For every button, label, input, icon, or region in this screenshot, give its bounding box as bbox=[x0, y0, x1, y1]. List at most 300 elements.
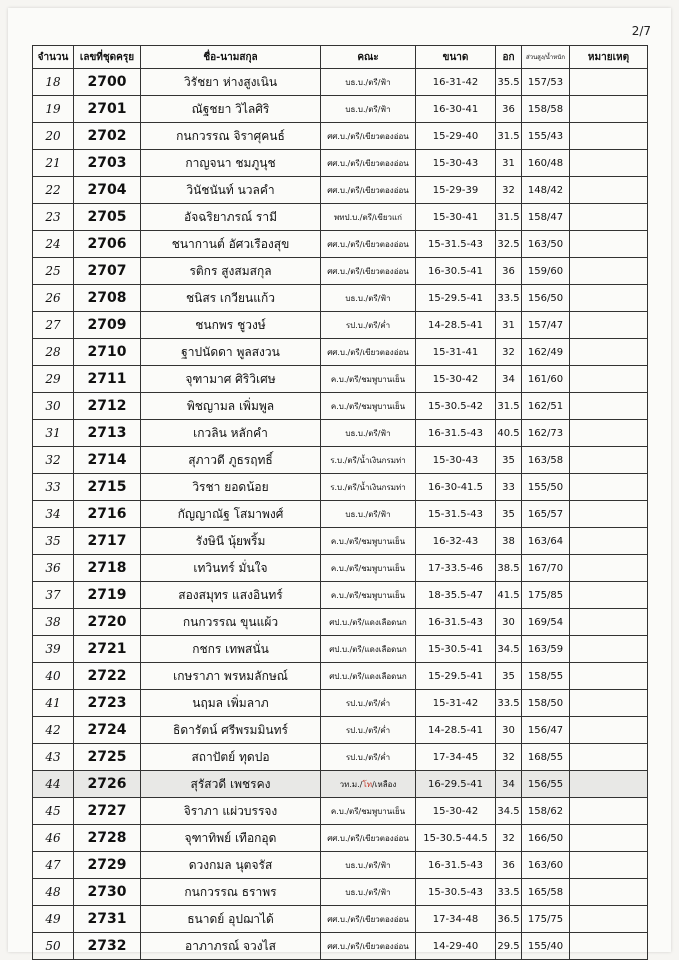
cell-code: 2731 bbox=[74, 906, 141, 933]
table-row bbox=[33, 825, 648, 852]
cell-code: 2722 bbox=[74, 663, 141, 690]
cell-faculty: ศศ.บ./ตรี/เขียวตองอ่อน bbox=[321, 258, 416, 285]
cell-seq: 48 bbox=[33, 879, 74, 906]
cell-size: 15-31.5-43 bbox=[416, 231, 496, 258]
cell-code: 2703 bbox=[74, 150, 141, 177]
cell-chest: 33.5 bbox=[496, 879, 522, 906]
header-name: ชื่อ-นามสกุล bbox=[141, 46, 321, 69]
cell-code: 2708 bbox=[74, 285, 141, 312]
cell-height-weight: 155/40 bbox=[522, 933, 570, 960]
cell-seq: 26 bbox=[33, 285, 74, 312]
cell-name: กนกวรรณ จิราศุคนธ์ bbox=[141, 123, 321, 150]
cell-seq: 18 bbox=[33, 69, 74, 96]
cell-remark bbox=[570, 204, 648, 231]
cell-name: อาภาภรณ์ จวงไส bbox=[141, 933, 321, 960]
cell-seq: 47 bbox=[33, 852, 74, 879]
cell-code: 2707 bbox=[74, 258, 141, 285]
table-row bbox=[33, 528, 648, 555]
cell-code: 2723 bbox=[74, 690, 141, 717]
cell-size: 15-29.5-41 bbox=[416, 285, 496, 312]
cell-size: 14-28.5-41 bbox=[416, 717, 496, 744]
table-row bbox=[33, 231, 648, 258]
cell-chest: 32 bbox=[496, 825, 522, 852]
cell-seq: 38 bbox=[33, 609, 74, 636]
cell-name: รติกร สูงสมสกุล bbox=[141, 258, 321, 285]
cell-seq: 20 bbox=[33, 123, 74, 150]
cell-size: 16-29.5-41 bbox=[416, 771, 496, 798]
table-row bbox=[33, 177, 648, 204]
cell-remark bbox=[570, 771, 648, 798]
header-size: ขนาด bbox=[416, 46, 496, 69]
cell-remark bbox=[570, 312, 648, 339]
cell-remark bbox=[570, 96, 648, 123]
cell-name: เกวลิน หลักคำ bbox=[141, 420, 321, 447]
cell-code: 2715 bbox=[74, 474, 141, 501]
cell-seq: 33 bbox=[33, 474, 74, 501]
cell-height-weight: 156/50 bbox=[522, 285, 570, 312]
cell-size: 17-33.5-46 bbox=[416, 555, 496, 582]
cell-chest: 30 bbox=[496, 609, 522, 636]
cell-remark bbox=[570, 285, 648, 312]
cell-faculty bbox=[321, 771, 416, 798]
table-row bbox=[33, 771, 648, 798]
cell-name: สุภาวดี ภูธรฤทธิ์ bbox=[141, 447, 321, 474]
cell-chest: 33.5 bbox=[496, 285, 522, 312]
cell-height-weight: 148/42 bbox=[522, 177, 570, 204]
cell-height-weight: 158/55 bbox=[522, 663, 570, 690]
cell-chest: 36 bbox=[496, 258, 522, 285]
cell-height-weight: 157/47 bbox=[522, 312, 570, 339]
cell-size: 15-30-43 bbox=[416, 447, 496, 474]
cell-faculty: ศศ.บ./ตรี/เขียวตองอ่อน bbox=[321, 906, 416, 933]
cell-faculty: รป.บ./ตรี/ค่ำ bbox=[321, 717, 416, 744]
table-row bbox=[33, 555, 648, 582]
cell-height-weight: 175/85 bbox=[522, 582, 570, 609]
cell-size: 15-29-39 bbox=[416, 177, 496, 204]
cell-faculty: รป.บ./ตรี/ค่ำ bbox=[321, 312, 416, 339]
cell-faculty: บธ.บ./ตรี/ฟ้า bbox=[321, 879, 416, 906]
cell-remark bbox=[570, 420, 648, 447]
gown-roster-table bbox=[32, 45, 648, 960]
cell-size: 16-31-42 bbox=[416, 69, 496, 96]
cell-faculty: ศศ.บ./ตรี/เขียวตองอ่อน bbox=[321, 177, 416, 204]
cell-seq: 36 bbox=[33, 555, 74, 582]
cell-remark bbox=[570, 744, 648, 771]
cell-seq: 35 bbox=[33, 528, 74, 555]
cell-code: 2730 bbox=[74, 879, 141, 906]
cell-size: 16-31.5-43 bbox=[416, 420, 496, 447]
cell-seq: 32 bbox=[33, 447, 74, 474]
cell-seq: 27 bbox=[33, 312, 74, 339]
faculty-level: โท bbox=[362, 779, 373, 789]
cell-chest: 35 bbox=[496, 501, 522, 528]
cell-faculty: บธ.บ./ตรี/ฟ้า bbox=[321, 852, 416, 879]
cell-faculty: ค.บ./ตรี/ชมพูบานเย็น bbox=[321, 582, 416, 609]
cell-height-weight: 156/55 bbox=[522, 771, 570, 798]
cell-size: 16-32-43 bbox=[416, 528, 496, 555]
cell-size: 16-30-41 bbox=[416, 96, 496, 123]
cell-height-weight: 158/58 bbox=[522, 96, 570, 123]
cell-code: 2720 bbox=[74, 609, 141, 636]
header-code: เลขที่ชุดครุย bbox=[74, 46, 141, 69]
cell-height-weight: 159/60 bbox=[522, 258, 570, 285]
table-row bbox=[33, 798, 648, 825]
cell-size: 17-34-45 bbox=[416, 744, 496, 771]
cell-faculty: ร.บ./ตรี/น้ำเงินกรมท่า bbox=[321, 474, 416, 501]
cell-faculty: ศศ.บ./ตรี/เขียวตองอ่อน bbox=[321, 339, 416, 366]
cell-name: วิรชา ยอดน้อย bbox=[141, 474, 321, 501]
cell-remark bbox=[570, 852, 648, 879]
cell-chest: 33.5 bbox=[496, 690, 522, 717]
table-row bbox=[33, 285, 648, 312]
cell-remark bbox=[570, 798, 648, 825]
cell-size: 15-30.5-43 bbox=[416, 879, 496, 906]
cell-name: ชนกพร ชูวงษ์ bbox=[141, 312, 321, 339]
table-row bbox=[33, 204, 648, 231]
cell-faculty: ศศ.บ./ตรี/เขียวตองอ่อน bbox=[321, 150, 416, 177]
cell-name: เทวินทร์ มั่นใจ bbox=[141, 555, 321, 582]
cell-faculty: บธ.บ./ตรี/ฟ้า bbox=[321, 96, 416, 123]
table-row bbox=[33, 906, 648, 933]
cell-code: 2711 bbox=[74, 366, 141, 393]
cell-name: เกษราภา พรหมลักษณ์ bbox=[141, 663, 321, 690]
cell-height-weight: 156/47 bbox=[522, 717, 570, 744]
cell-height-weight: 162/51 bbox=[522, 393, 570, 420]
cell-name: สุรัสวดี เพชรคง bbox=[141, 771, 321, 798]
cell-seq: 22 bbox=[33, 177, 74, 204]
table-row bbox=[33, 474, 648, 501]
cell-remark bbox=[570, 582, 648, 609]
cell-height-weight: 168/55 bbox=[522, 744, 570, 771]
cell-code: 2726 bbox=[74, 771, 141, 798]
cell-name: สองสมุทร แสงอินทร์ bbox=[141, 582, 321, 609]
cell-remark bbox=[570, 366, 648, 393]
cell-name: อัจฉริยาภรณ์ รามี bbox=[141, 204, 321, 231]
cell-seq: 21 bbox=[33, 150, 74, 177]
cell-code: 2719 bbox=[74, 582, 141, 609]
header-chest: อก bbox=[496, 46, 522, 69]
cell-chest: 36 bbox=[496, 852, 522, 879]
cell-seq: 40 bbox=[33, 663, 74, 690]
table-row bbox=[33, 852, 648, 879]
cell-seq: 41 bbox=[33, 690, 74, 717]
table-row bbox=[33, 69, 648, 96]
cell-faculty: ค.บ./ตรี/ชมพูบานเย็น bbox=[321, 393, 416, 420]
cell-chest: 32 bbox=[496, 177, 522, 204]
table-row bbox=[33, 393, 648, 420]
cell-faculty: บธ.บ./ตรี/ฟ้า bbox=[321, 69, 416, 96]
cell-chest: 38.5 bbox=[496, 555, 522, 582]
cell-chest: 38 bbox=[496, 528, 522, 555]
cell-remark bbox=[570, 528, 648, 555]
cell-code: 2727 bbox=[74, 798, 141, 825]
cell-remark bbox=[570, 258, 648, 285]
cell-height-weight: 165/57 bbox=[522, 501, 570, 528]
cell-name: ดวงกมล นุตจรัส bbox=[141, 852, 321, 879]
cell-chest: 34.5 bbox=[496, 798, 522, 825]
cell-size: 15-30-42 bbox=[416, 798, 496, 825]
cell-code: 2709 bbox=[74, 312, 141, 339]
header-remarks: หมายเหตุ bbox=[570, 46, 648, 69]
cell-chest: 34 bbox=[496, 771, 522, 798]
cell-chest: 34.5 bbox=[496, 636, 522, 663]
cell-name: ชนิสร เกวียนแก้ว bbox=[141, 285, 321, 312]
cell-code: 2710 bbox=[74, 339, 141, 366]
cell-chest: 31.5 bbox=[496, 204, 522, 231]
cell-height-weight: 160/48 bbox=[522, 150, 570, 177]
table-row bbox=[33, 339, 648, 366]
cell-name: กาญจนา ชมภูนุช bbox=[141, 150, 321, 177]
table-row bbox=[33, 150, 648, 177]
cell-chest: 36.5 bbox=[496, 906, 522, 933]
cell-seq: 39 bbox=[33, 636, 74, 663]
cell-seq: 25 bbox=[33, 258, 74, 285]
cell-chest: 31 bbox=[496, 150, 522, 177]
cell-remark bbox=[570, 906, 648, 933]
cell-height-weight: 155/50 bbox=[522, 474, 570, 501]
cell-name: จิราภา แผ่วบรรจง bbox=[141, 798, 321, 825]
header-faculty: คณะ bbox=[321, 46, 416, 69]
cell-name: นฤมล เพิ่มลาภ bbox=[141, 690, 321, 717]
cell-height-weight: 163/64 bbox=[522, 528, 570, 555]
cell-name: ธนาดย์ อุปฌาได้ bbox=[141, 906, 321, 933]
cell-seq: 43 bbox=[33, 744, 74, 771]
cell-name: วินัชนันท์ นวลคำ bbox=[141, 177, 321, 204]
cell-seq: 23 bbox=[33, 204, 74, 231]
cell-size: 15-30.5-44.5 bbox=[416, 825, 496, 852]
cell-seq: 28 bbox=[33, 339, 74, 366]
cell-chest: 35.5 bbox=[496, 69, 522, 96]
cell-faculty: ศศ.บ./ตรี/เขียวตองอ่อน bbox=[321, 231, 416, 258]
cell-seq: 29 bbox=[33, 366, 74, 393]
cell-size: 15-31-42 bbox=[416, 690, 496, 717]
cell-size: 15-30-43 bbox=[416, 150, 496, 177]
table-row bbox=[33, 582, 648, 609]
cell-remark bbox=[570, 636, 648, 663]
cell-name: วิรัชยา ห่างสูงเนิน bbox=[141, 69, 321, 96]
cell-name: กนกวรรณ ธราพร bbox=[141, 879, 321, 906]
cell-size: 16-30-41.5 bbox=[416, 474, 496, 501]
table-row bbox=[33, 123, 648, 150]
cell-height-weight: 158/47 bbox=[522, 204, 570, 231]
cell-name: กัญญาณัฐ โสมาพงศ์ bbox=[141, 501, 321, 528]
cell-name: พิชญามล เพิ่มพูล bbox=[141, 393, 321, 420]
cell-remark bbox=[570, 825, 648, 852]
cell-code: 2701 bbox=[74, 96, 141, 123]
cell-chest: 36 bbox=[496, 96, 522, 123]
cell-code: 2717 bbox=[74, 528, 141, 555]
cell-height-weight: 166/50 bbox=[522, 825, 570, 852]
cell-name: สถาปัตย์ ทุดปอ bbox=[141, 744, 321, 771]
cell-size: 16-31.5-43 bbox=[416, 609, 496, 636]
cell-name: กชกร เทพสนั่น bbox=[141, 636, 321, 663]
table-row bbox=[33, 879, 648, 906]
cell-faculty: ค.บ./ตรี/ชมพูบานเย็น bbox=[321, 366, 416, 393]
cell-faculty: ค.บ./ตรี/ชมพูบานเย็น bbox=[321, 528, 416, 555]
cell-height-weight: 155/43 bbox=[522, 123, 570, 150]
cell-size: 16-31.5-43 bbox=[416, 852, 496, 879]
cell-height-weight: 161/60 bbox=[522, 366, 570, 393]
cell-seq: 24 bbox=[33, 231, 74, 258]
table-row bbox=[33, 690, 648, 717]
cell-faculty: รป.บ./ตรี/ค่ำ bbox=[321, 744, 416, 771]
cell-remark bbox=[570, 69, 648, 96]
table-row bbox=[33, 258, 648, 285]
cell-code: 2700 bbox=[74, 69, 141, 96]
cell-seq: 19 bbox=[33, 96, 74, 123]
cell-remark bbox=[570, 474, 648, 501]
cell-faculty: ศป.บ./ตรี/แดงเลือดนก bbox=[321, 663, 416, 690]
cell-name: ณัฐชยา วิไลศิริ bbox=[141, 96, 321, 123]
cell-size: 16-30.5-41 bbox=[416, 258, 496, 285]
cell-chest: 32.5 bbox=[496, 231, 522, 258]
cell-chest: 31.5 bbox=[496, 123, 522, 150]
cell-chest: 32 bbox=[496, 339, 522, 366]
cell-seq: 45 bbox=[33, 798, 74, 825]
cell-chest: 31 bbox=[496, 312, 522, 339]
cell-code: 2713 bbox=[74, 420, 141, 447]
cell-remark bbox=[570, 933, 648, 960]
cell-code: 2714 bbox=[74, 447, 141, 474]
cell-code: 2725 bbox=[74, 744, 141, 771]
cell-chest: 31.5 bbox=[496, 393, 522, 420]
cell-faculty: บธ.บ./ตรี/ฟ้า bbox=[321, 285, 416, 312]
cell-code: 2732 bbox=[74, 933, 141, 960]
table-header-row bbox=[33, 46, 648, 69]
cell-chest: 33 bbox=[496, 474, 522, 501]
cell-code: 2704 bbox=[74, 177, 141, 204]
header-height-weight: ส่วนสูง/น้ำหนัก bbox=[522, 46, 570, 69]
table-row bbox=[33, 636, 648, 663]
cell-chest: 29.5 bbox=[496, 933, 522, 960]
cell-height-weight: 169/54 bbox=[522, 609, 570, 636]
cell-height-weight: 175/75 bbox=[522, 906, 570, 933]
table-row bbox=[33, 312, 648, 339]
cell-seq: 34 bbox=[33, 501, 74, 528]
header-seq: จำนวน bbox=[33, 46, 74, 69]
cell-remark bbox=[570, 879, 648, 906]
cell-faculty: บธ.บ./ตรี/ฟ้า bbox=[321, 501, 416, 528]
cell-faculty: ศป.บ./ตรี/แดงเลือดนก bbox=[321, 609, 416, 636]
cell-name: ธิดารัตน์ ศรีพรมมินทร์ bbox=[141, 717, 321, 744]
cell-remark bbox=[570, 231, 648, 258]
cell-seq: 50 bbox=[33, 933, 74, 960]
table-row bbox=[33, 366, 648, 393]
cell-remark bbox=[570, 150, 648, 177]
cell-seq: 30 bbox=[33, 393, 74, 420]
cell-seq: 31 bbox=[33, 420, 74, 447]
cell-chest: 40.5 bbox=[496, 420, 522, 447]
cell-remark bbox=[570, 690, 648, 717]
cell-code: 2718 bbox=[74, 555, 141, 582]
cell-code: 2728 bbox=[74, 825, 141, 852]
cell-remark bbox=[570, 393, 648, 420]
cell-faculty: ศศ.บ./ตรี/เขียวตองอ่อน bbox=[321, 933, 416, 960]
cell-chest: 34 bbox=[496, 366, 522, 393]
cell-code: 2702 bbox=[74, 123, 141, 150]
cell-code: 2706 bbox=[74, 231, 141, 258]
cell-name: รังษินี นุ้ยพริ้ม bbox=[141, 528, 321, 555]
cell-height-weight: 165/58 bbox=[522, 879, 570, 906]
faculty-color: /เหลือง bbox=[372, 779, 397, 789]
cell-faculty: รป.บ./ตรี/ค่ำ bbox=[321, 690, 416, 717]
table-row bbox=[33, 96, 648, 123]
cell-code: 2705 bbox=[74, 204, 141, 231]
table-row bbox=[33, 744, 648, 771]
cell-size: 15-29-40 bbox=[416, 123, 496, 150]
table-row bbox=[33, 933, 648, 960]
cell-size: 15-31.5-43 bbox=[416, 501, 496, 528]
cell-code: 2716 bbox=[74, 501, 141, 528]
table-row bbox=[33, 663, 648, 690]
faculty-prefix: วท.ม./ bbox=[339, 779, 363, 789]
table-row bbox=[33, 609, 648, 636]
cell-faculty: ศศ.บ./ตรี/เขียวตองอ่อน bbox=[321, 825, 416, 852]
cell-seq: 46 bbox=[33, 825, 74, 852]
cell-remark bbox=[570, 501, 648, 528]
cell-faculty: ร.บ./ตรี/น้ำเงินกรมท่า bbox=[321, 447, 416, 474]
cell-chest: 30 bbox=[496, 717, 522, 744]
cell-remark bbox=[570, 447, 648, 474]
cell-faculty: ศป.บ./ตรี/แดงเลือดนก bbox=[321, 636, 416, 663]
cell-code: 2729 bbox=[74, 852, 141, 879]
cell-seq: 42 bbox=[33, 717, 74, 744]
cell-chest: 32 bbox=[496, 744, 522, 771]
cell-name: จุฑามาศ ศิริวิเศษ bbox=[141, 366, 321, 393]
cell-height-weight: 163/59 bbox=[522, 636, 570, 663]
table-row bbox=[33, 420, 648, 447]
table-row bbox=[33, 501, 648, 528]
cell-size: 14-28.5-41 bbox=[416, 312, 496, 339]
cell-remark bbox=[570, 177, 648, 204]
cell-size: 15-30-41 bbox=[416, 204, 496, 231]
cell-size: 15-30.5-41 bbox=[416, 636, 496, 663]
cell-height-weight: 162/73 bbox=[522, 420, 570, 447]
cell-faculty: ศศ.บ./ตรี/เขียวตองอ่อน bbox=[321, 123, 416, 150]
cell-faculty: ค.บ./ตรี/ชมพูบานเย็น bbox=[321, 555, 416, 582]
cell-height-weight: 158/62 bbox=[522, 798, 570, 825]
cell-name: ชนากานต์ อัศวเรืองสุข bbox=[141, 231, 321, 258]
cell-seq: 49 bbox=[33, 906, 74, 933]
cell-height-weight: 163/50 bbox=[522, 231, 570, 258]
cell-chest: 41.5 bbox=[496, 582, 522, 609]
cell-size: 15-31-41 bbox=[416, 339, 496, 366]
cell-height-weight: 157/53 bbox=[522, 69, 570, 96]
table-row bbox=[33, 447, 648, 474]
cell-remark bbox=[570, 717, 648, 744]
cell-size: 18-35.5-47 bbox=[416, 582, 496, 609]
cell-height-weight: 163/60 bbox=[522, 852, 570, 879]
cell-height-weight: 158/50 bbox=[522, 690, 570, 717]
cell-remark bbox=[570, 123, 648, 150]
cell-size: 15-30.5-42 bbox=[416, 393, 496, 420]
document-page bbox=[8, 8, 671, 952]
table-row bbox=[33, 717, 648, 744]
cell-name: กนกวรรณ ขุนแผ้ว bbox=[141, 609, 321, 636]
cell-seq: 37 bbox=[33, 582, 74, 609]
cell-name: จุฑาทิพย์ เทือกอุด bbox=[141, 825, 321, 852]
cell-size: 14-29-40 bbox=[416, 933, 496, 960]
cell-chest: 35 bbox=[496, 447, 522, 474]
cell-size: 17-34-48 bbox=[416, 906, 496, 933]
cell-code: 2721 bbox=[74, 636, 141, 663]
cell-remark bbox=[570, 663, 648, 690]
cell-size: 15-30-42 bbox=[416, 366, 496, 393]
cell-height-weight: 167/70 bbox=[522, 555, 570, 582]
page-number: 2/7 bbox=[631, 24, 651, 38]
cell-name: ฐาปนัดดา พูลสงวน bbox=[141, 339, 321, 366]
cell-height-weight: 162/49 bbox=[522, 339, 570, 366]
